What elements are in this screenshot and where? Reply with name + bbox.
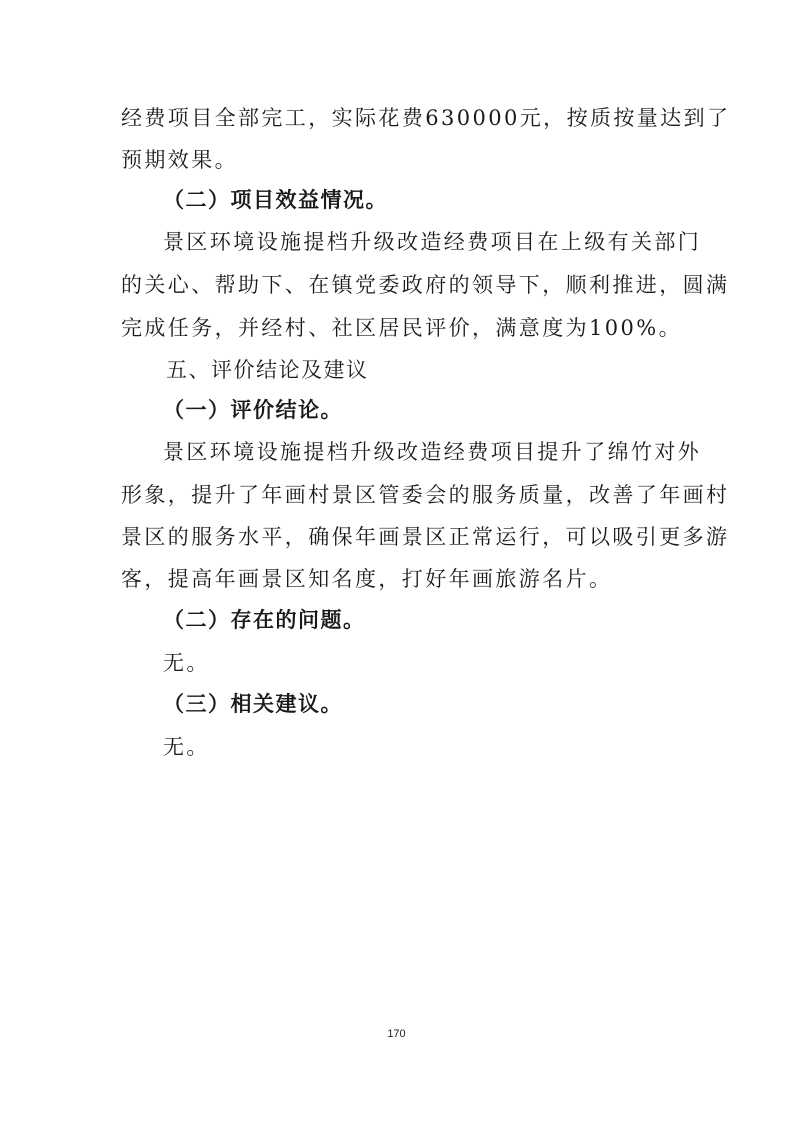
paragraph-line: 形象，提升了年画村景区管委会的服务质量，改善了年画村 [121, 483, 730, 507]
paragraph-line: 完成任务，并经村、社区居民评价，满意度为100%。 [121, 316, 683, 340]
suggestions-text: 无。 [163, 735, 210, 759]
page-number: 170 [387, 1028, 406, 1040]
paragraph-line: 的关心、帮助下、在镇党委政府的领导下，顺利推进，圆满 [121, 273, 730, 297]
paragraph-line: 预期效果。 [121, 148, 238, 172]
paragraph-line: 景区环境设施提档升级改造经费项目提升了绵竹对外 [163, 440, 702, 464]
subheading-conclusion: （一）评价结论。 [163, 398, 343, 422]
subheading-project-benefit: （二）项目效益情况。 [163, 188, 388, 212]
subheading-suggestions: （三）相关建议。 [163, 692, 343, 716]
paragraph-line: 景区环境设施提档升级改造经费项目在上级有关部门 [163, 230, 702, 254]
subheading-problems: （二）存在的问题。 [163, 608, 366, 632]
paragraph-line: 景区的服务水平，确保年画景区正常运行，可以吸引更多游 [121, 525, 730, 549]
paragraph-line: 经费项目全部完工，实际花费630000元，按质按量达到了 [121, 106, 731, 130]
paragraph-line: 客，提高年画景区知名度，打好年画旅游名片。 [121, 567, 613, 591]
problems-text: 无。 [163, 651, 210, 675]
section-heading-evaluation: 五、评价结论及建议 [166, 358, 369, 382]
